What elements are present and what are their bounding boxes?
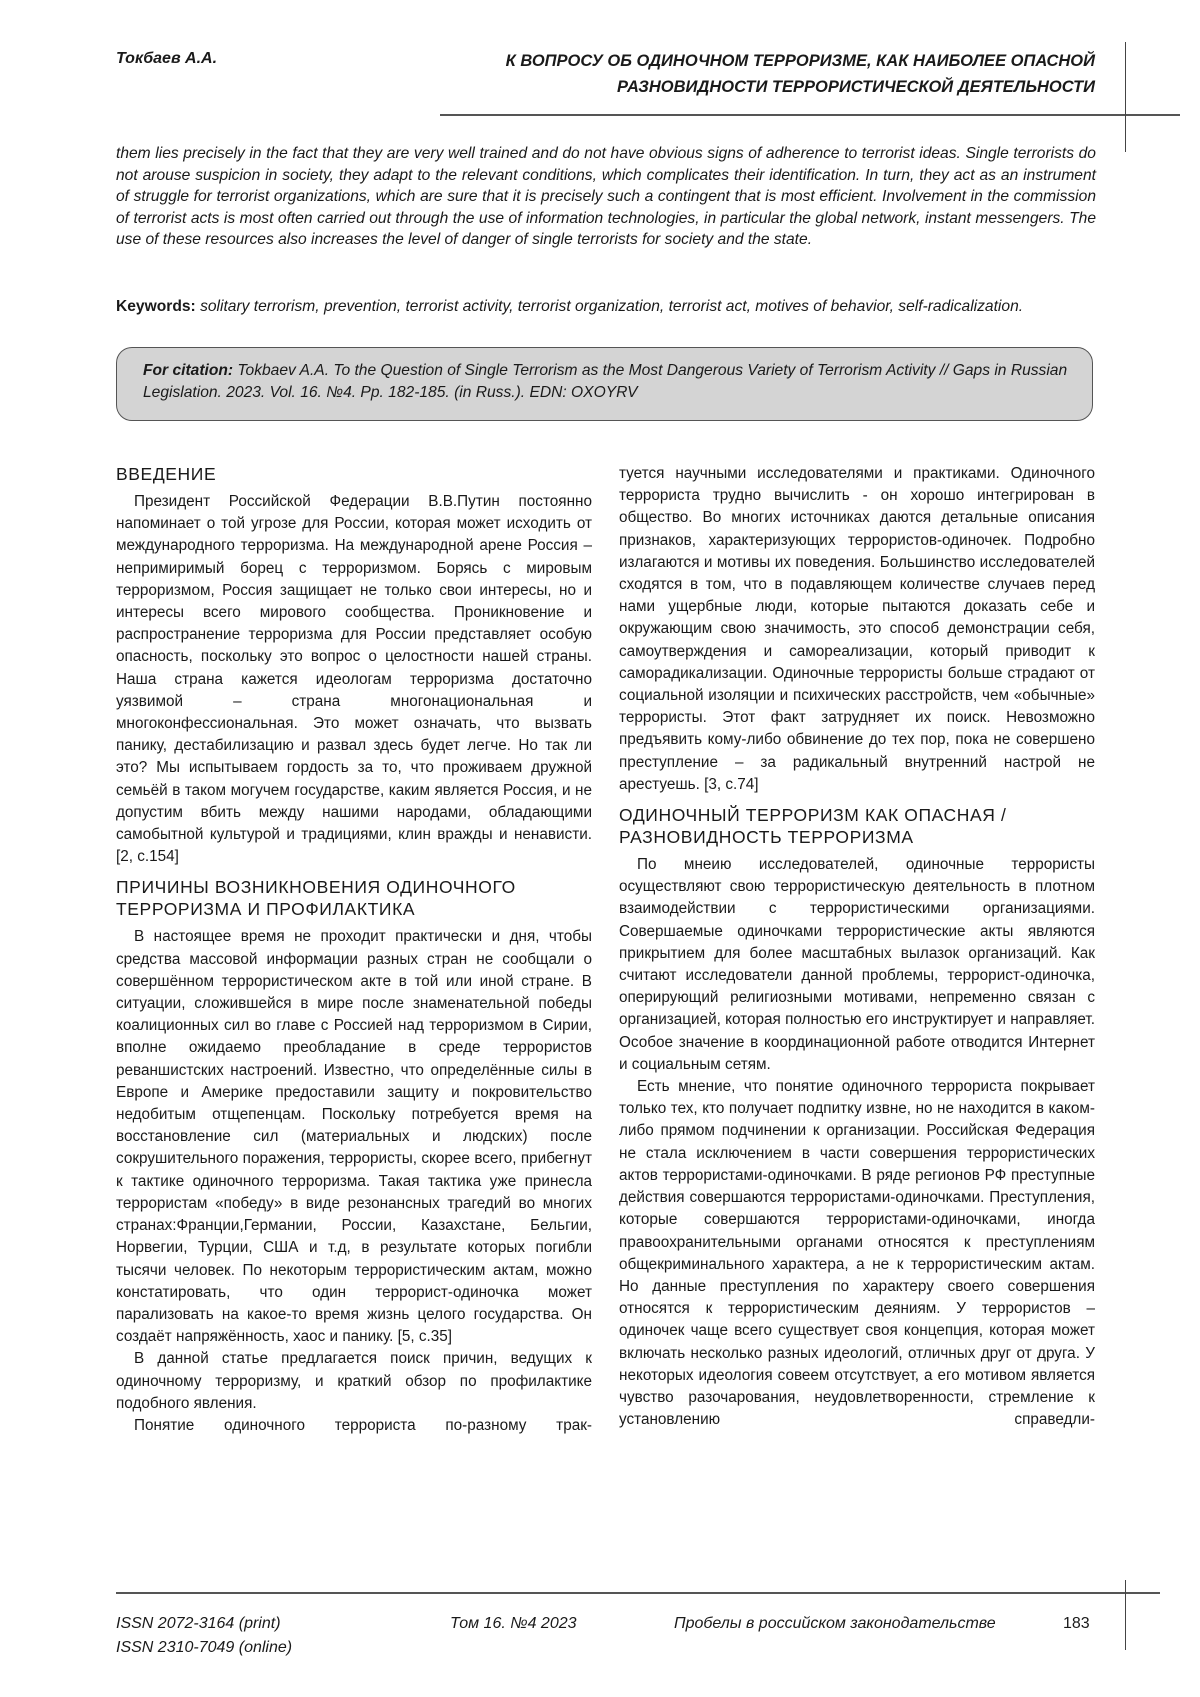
- heading-single-terrorism: ОДИНОЧНЫЙ ТЕРРОРИЗМ КАК ОПАСНАЯ / РАЗНОВИДНОСТЬ ТЕРРОРИЗМА: [619, 804, 1095, 848]
- header-margin-rule: [1125, 42, 1126, 152]
- page-number: 183: [1063, 1612, 1090, 1636]
- right-column: [619, 463, 1095, 1431]
- keywords-text: solitary terrorism, prevention, terrorist activity, terrorist organization, terrorist act, motives of behavior, self-radicalization.: [196, 298, 1023, 315]
- abstract-text: them lies precisely in the fact that they are very well trained and do not have obvious signs of adherence to terrorist ideas. Single terrorists do not arouse suspicion in society, they adapt to the relevant conditions, which complicates their identification. In turn, they act as an instrument of struggle for terrorist organizations, which are sure that it is precisely such a contingent that is most efficient. Involvement in the commission of terrorist acts is most often carried out through the use of information technologies, in particular the global network, instant messengers. The use of these resources also increases the level of danger of single terrorists for society and the state.: [116, 143, 1096, 251]
- keywords: [116, 296, 1096, 318]
- footer-margin-rule: [1125, 1580, 1126, 1650]
- paragraph-continued: туется научными исследователями и практиками. Одиночного террориста трудно вычислить - он хорошо интегрирован в общество. Во многих источниках даются детальные описания признаков, характеризующих террористов-одиночек. Подробно излагаются и мотивы их поведения. Большинство исследователей сходятся в том, что в подавляющем количестве случаев перед нами ущербные люди, которые пытаются доказать себе и окружающим свою значимость, это способ демонстрации себя, самоутверждения и самореализации, который приводит к саморадикализации. Одиночные террористы больше страдают от социальной изоляции и психических расстройств, чем «обычные» террористы. Этот факт затрудняет их поиск. Невозможно предъявить кому-либо обвинение до тех пор, пока не совершено преступление – за радикальный внутренний настрой не арестуешь. [3, с.74]: [619, 463, 1095, 796]
- paragraph: Понятие одиночного террориста по-разному трак-: [116, 1415, 592, 1437]
- paragraph: По мнеию исследователей, одиночные террористы осуществляют свою террористическую деятельность в плотном взаимодействии с террористическими организациями. Совершаемые одиночками террористические акты являются прикрытием для более масштабных вылазок организаций. Как считают исследователи данной проблемы, террорист-одиночка, оперирующий религиозными мотивами, непременно связан с организацией, которая полностью его инструктирует и направляет. Особое значение в координационной работе отводится Интернет и социальным сетям.: [619, 854, 1095, 1076]
- heading-causes: ПРИЧИНЫ ВОЗНИКНОВЕНИЯ ОДИНОЧНОГО ТЕРРОРИЗМА И ПРОФИЛАКТИКА: [116, 876, 592, 920]
- footer-divider: [116, 1592, 1160, 1594]
- issn-online: ISSN 2310-7049 (online): [116, 1636, 292, 1660]
- keywords-label: Keywords:: [116, 298, 196, 315]
- paragraph: В настоящее время не проходит практически и дня, чтобы средства массовой информации разных стран не сообщали о совершённом террористическом акте в той или иной стране. В ситуации, сложившейся в мире после знаменательной победы коалиционных сил во главе с Россией над терроризмом в Сирии, вполне ожидаемо преобладание в среде террористов реваншистских настроений. Известно, что определённые силы в Европе и Америке предоставили защиту и покровительство недобитым отщепенцам. Поскольку потребуется время на восстановление сил (материальных и людских) после сокрушительного поражения, террористы, скорее всего, прибегнут к тактике одиночного терроризма. Такая тактика уже принесла террористам «победу» в виде резонансных трагедий во многих странах:Франции,Германии, России, Казахстане, Бельгии, Норвегии, Турции, США и т.д, в результате которых погибли тысячи человек. По некоторым террористическим актам, можно констатировать, что один террорист-одиночка может парализовать на какое-то время жизнь целого государства. Он создаёт напряжённость, хаос и панику. [5, с.35]: [116, 926, 592, 1348]
- running-header-title-line1: К ВОПРОСУ ОБ ОДИНОЧНОМ ТЕРРОРИЗМЕ, КАК НАИБОЛЕЕ ОПАСНОЙ: [415, 48, 1095, 74]
- citation-label: For citation:: [143, 362, 233, 379]
- left-column: [116, 463, 592, 1437]
- issn-print: ISSN 2072-3164 (print): [116, 1612, 292, 1636]
- paragraph: Есть мнение, что понятие одиночного террориста покрывает только тех, кто получает подпитку извне, но не находится в каком-либо прямом подчинении к организации. Российская Федерация не стала исключением в части совершения террористических актов террористами-одиночками. В ряде регионов РФ преступные действия совершаются террористами-одиночками. Преступления, которые совершаются террористами-одиночками, иногда правоохранительными органами относятся к преступлениям общекриминального характера, а не к террористическим актам. Но данные преступления по характеру своего совершения относятся к террористическим деяниям. У террористов – одиночек чаще всего существует своя концепция, которая может включать несколько разных идеологий, отличных друг от друга. У некоторых идеология совеем отсутствует, а его мотивом является чувство разочарования, неудовлетворенности, стремление к установлению справедли-: [619, 1076, 1095, 1431]
- citation-box: [116, 347, 1093, 421]
- running-header-author: Токбаев А.А.: [116, 50, 217, 68]
- footer-journal: Пробелы в российском законодательстве: [674, 1612, 996, 1636]
- citation-text: Tokbaev A.A. To the Question of Single Terrorism as the Most Dangerous Variety of Terrorism Activity // Gaps in Russian Legislation. 2023. Vol. 16. №4. Pp. 182-185. (in Russ.). EDN: OXOYRV: [143, 362, 1067, 401]
- header-divider: [440, 114, 1180, 116]
- running-header-title-line2: РАЗНОВИДНОСТИ ТЕРРОРИСТИЧЕСКОЙ ДЕЯТЕЛЬНОСТИ: [415, 74, 1095, 100]
- paragraph: Президент Российской Федерации В.В.Путин постоянно напоминает о той угрозе для России, которая может исходить от международного терроризма. На международной арене Россия – непримиримый борец с терроризмом. Борясь с мировым терроризмом, Россия защищает не только свои интересы, но и интересы всего мирового сообщества. Проникновение и распространение терроризма для России представляет особую опасность, поскольку это вопрос о целостности нашей страны. Наша страна кажется идеологам терроризма достаточно уязвимой – страна многонациональная и многоконфессиональная. Это может означать, что вызвать панику, дестабилизацию и развал здесь будет легче. Но так ли это? Мы испытываем гордость за то, что проживаем дружной семьёй в таком могучем государстве, каким является Россия, и не допустим вбить между нашими народами, обладающими самобытной культурой и традициями, клин вражды и ненависти. [2, с.154]: [116, 491, 592, 868]
- running-header-title: [415, 48, 1095, 100]
- heading-introduction: ВВЕДЕНИЕ: [116, 463, 592, 485]
- footer-volume: Том 16. №4 2023: [450, 1612, 577, 1636]
- paragraph: В данной статье предлагается поиск причин, ведущих к одиночному терроризму, и краткий обзор по профилактике подобного явления.: [116, 1348, 592, 1415]
- footer-issn: [116, 1612, 292, 1660]
